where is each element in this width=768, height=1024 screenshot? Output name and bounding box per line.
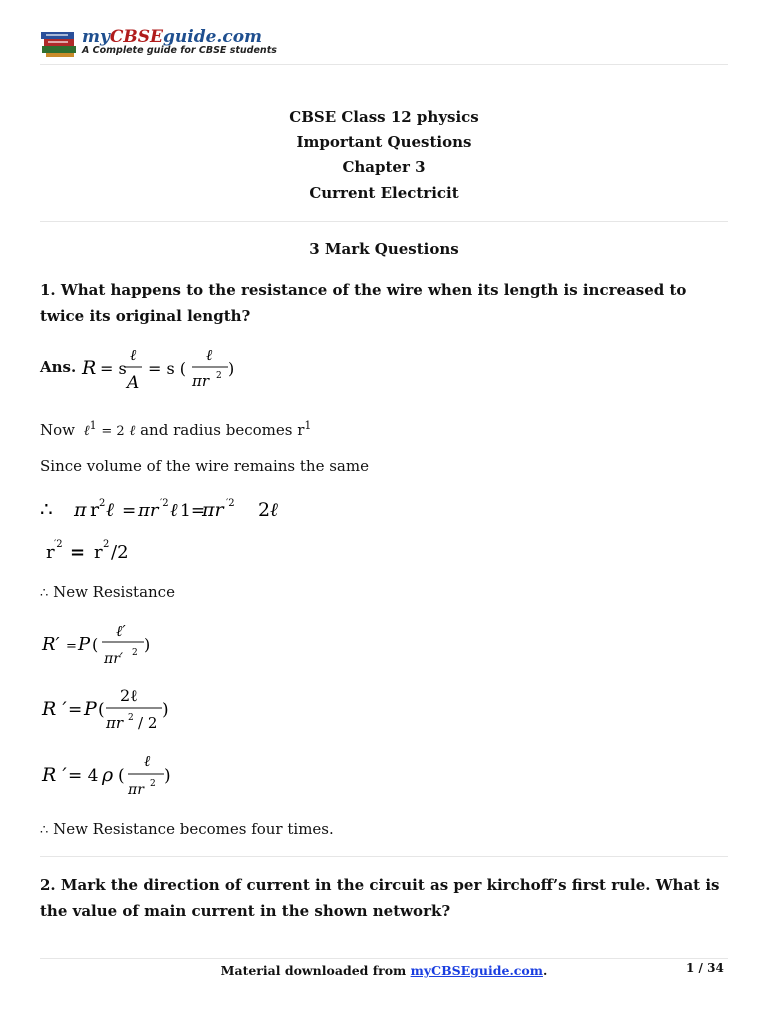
svg-text:r: r	[46, 542, 55, 563]
title-divider	[40, 221, 728, 222]
svg-text:1=: 1=	[180, 501, 206, 521]
svg-text:πr: πr	[138, 500, 159, 521]
svg-text:ℓ: ℓ	[170, 500, 178, 521]
svg-text:/2: /2	[111, 542, 129, 563]
svg-text:P: P	[78, 634, 91, 655]
svg-text:=: =	[70, 542, 86, 563]
logo-brand	[82, 27, 262, 47]
title-line-1: CBSE Class 12 physics	[289, 108, 479, 126]
svg-text:): )	[144, 635, 151, 654]
conclusion-text: New Resistance becomes four times.	[53, 820, 334, 838]
svg-text:ℓ: ℓ	[144, 752, 151, 770]
svg-text:R ′: R ′	[42, 698, 67, 720]
ell-symbol: ℓ	[83, 423, 90, 439]
therefore-symbol-2: ∴	[40, 823, 49, 838]
svg-text:r: r	[90, 499, 100, 521]
svg-text:2: 2	[216, 371, 222, 381]
new-resistance-label: New Resistance	[53, 583, 175, 601]
svg-text:πr′: πr′	[104, 651, 124, 667]
conclusion-line	[40, 816, 730, 844]
therefore-symbol: ∴	[40, 586, 49, 601]
title-line-4: Current Electricit	[309, 184, 459, 202]
now-line	[40, 413, 730, 445]
svg-text:2: 2	[132, 648, 138, 658]
svg-text:π: π	[74, 499, 87, 521]
footer-suffix: .	[542, 963, 548, 978]
svg-text:=: =	[68, 700, 83, 720]
svg-text:ρ: ρ	[102, 764, 114, 786]
ell-symbol-2: ℓ	[129, 423, 136, 439]
footer-divider	[40, 958, 728, 959]
ans-label: Ans.	[40, 358, 77, 376]
formula-r-prime-1	[40, 618, 170, 674]
question-1: 1. What happens to the resistance of the wire when its length is increased to twice its original length?	[40, 281, 687, 325]
svg-text:′2: ′2	[160, 498, 169, 509]
now-sup-2: 1	[304, 419, 312, 432]
svg-text:R ′: R ′	[42, 764, 67, 786]
svg-text:= s: = s	[100, 359, 127, 378]
svg-text:): )	[228, 359, 235, 378]
logo-brand-main: CBSE	[109, 27, 164, 47]
svg-text:R: R	[82, 357, 97, 379]
header-divider	[40, 64, 728, 65]
section-heading: 3 Mark Questions	[309, 240, 459, 258]
svg-text:2: 2	[103, 539, 110, 550]
formula-resistance	[78, 340, 248, 396]
svg-text:=: =	[122, 501, 137, 521]
svg-text:′2: ′2	[54, 539, 63, 550]
svg-text:ℓ: ℓ	[106, 499, 114, 521]
svg-text:=: =	[66, 639, 77, 654]
question-divider	[40, 856, 728, 857]
svg-text:): )	[162, 700, 169, 720]
footer-prefix: Material downloaded from	[220, 963, 411, 978]
svg-text:2: 2	[99, 498, 106, 509]
svg-text:(: (	[92, 635, 99, 654]
logo-brand-prefix: my	[82, 27, 110, 47]
svg-text:r: r	[94, 542, 103, 563]
logo-brand-suffix: guide.com	[163, 27, 263, 47]
svg-text:2ℓ: 2ℓ	[120, 686, 138, 705]
now-mid: = 2	[101, 424, 125, 439]
svg-text:(: (	[118, 766, 125, 786]
page-number: 1 / 34	[686, 961, 724, 975]
svg-text:πr: πr	[128, 782, 144, 798]
new-resistance-line	[40, 579, 730, 607]
svg-text:ℓ′: ℓ′	[116, 622, 126, 640]
formula-radius	[44, 536, 154, 566]
formula-r-prime-2	[40, 682, 180, 738]
footer-link[interactable]: myCBSEguide.com	[410, 963, 543, 978]
now-sup-1: 1	[89, 419, 97, 432]
formula-volume	[38, 492, 298, 524]
now-suffix: and radius becomes r	[140, 421, 305, 439]
svg-text:2: 2	[128, 713, 134, 723]
question-2: 2. Mark the direction of current in the circuit as per kirchoff’s first rule. What is the value of main current in the shown network?	[40, 876, 720, 920]
title-line-2: Important Questions	[296, 133, 472, 151]
svg-text:πr: πr	[192, 372, 210, 390]
svg-text:′2: ′2	[226, 498, 235, 509]
now-prefix: Now	[40, 421, 75, 439]
svg-text:(: (	[98, 700, 105, 720]
svg-text:2: 2	[150, 779, 156, 789]
svg-text:πr: πr	[106, 714, 124, 732]
svg-text:A: A	[127, 373, 140, 393]
svg-text:= s (: = s (	[148, 359, 187, 378]
books-logo-icon	[40, 26, 80, 60]
svg-text:= 4: = 4	[68, 766, 99, 786]
svg-text:R′: R′	[42, 634, 60, 655]
svg-text:ℓ: ℓ	[130, 346, 137, 364]
formula-r-prime-3	[40, 748, 180, 804]
svg-text:ℓ: ℓ	[206, 346, 213, 364]
title-line-3: Chapter 3	[342, 158, 426, 176]
svg-text:): )	[164, 766, 171, 786]
footer	[0, 963, 768, 978]
svg-text:∴: ∴	[40, 497, 53, 521]
svg-text:P: P	[84, 698, 97, 720]
svg-text:2: 2	[258, 499, 271, 521]
svg-text:ℓ: ℓ	[270, 499, 278, 521]
svg-text:πr: πr	[202, 499, 224, 521]
logo-tagline: A Complete guide for CBSE students	[82, 45, 277, 56]
volume-line: Since volume of the wire remains the same	[40, 457, 369, 475]
svg-text:/ 2: / 2	[138, 714, 158, 732]
